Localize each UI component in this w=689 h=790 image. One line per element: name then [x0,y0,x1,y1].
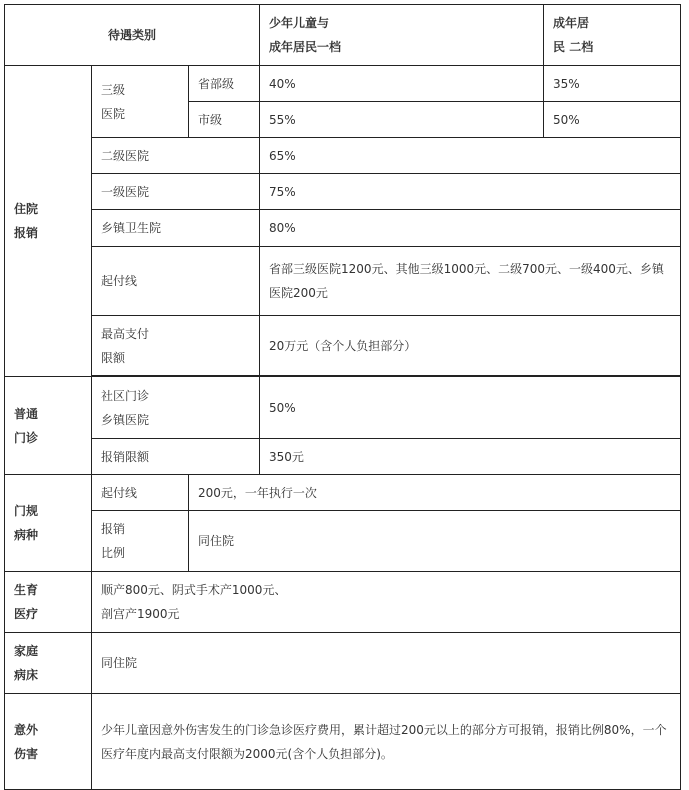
outpatient-limit-label: 报销限额 [92,439,260,475]
benefits-table [4,4,681,790]
township-clinic-label: 乡镇卫生院 [92,210,260,247]
clinic-label: 社区门诊 乡镇医院 [92,377,260,439]
chronic-ratio-value: 同住院 [189,511,681,572]
table-row [5,174,681,210]
header-tier-two: 成年居 民 二档 [544,5,681,66]
inpatient-deductible-label: 起付线 [92,247,260,316]
table-row [5,511,681,572]
provincial-rate-tier2: 35% [544,66,681,102]
table-row [5,633,681,694]
header-row [5,5,681,66]
section-outpatient: 普通 门诊 [5,377,92,475]
table-row [5,316,681,376]
municipal-rate-tier1: 55% [260,102,544,138]
provincial-label: 省部级 [189,66,260,102]
tier1-hospital-label: 一级医院 [92,174,260,210]
tier1-hospital-rate: 75% [260,174,681,210]
accident-value: 少年儿童因意外伤害发生的门诊急诊医疗费用，累计超过200元以上的部分方可报销，报销比例80%，一个医疗年度内最高支付限额为2000元(含个人负担部分)。 [92,694,681,790]
table-row [5,377,681,439]
header-tier-one: 少年儿童与 成年居民一档 [260,5,544,66]
inpatient-deductible-value: 省部三级医院1200元、其他三级1000元、二级700元、一级400元、乡镇医院200元 [260,247,681,316]
township-clinic-rate: 80% [260,210,681,247]
municipal-rate-tier2: 50% [544,102,681,138]
tier3-hospital-label: 三级 医院 [92,66,189,138]
table-row [5,572,681,633]
municipal-label: 市级 [189,102,260,138]
home-bed-value: 同住院 [92,633,681,694]
section-maternity: 生育 医疗 [5,572,92,633]
maternity-value: 顺产800元、阴式手术产1000元、 剖宫产1900元 [92,572,681,633]
table-row [5,66,681,102]
table-row [5,694,681,790]
tier2-hospital-label: 二级医院 [92,138,260,174]
section-home-bed: 家庭 病床 [5,633,92,694]
outpatient-limit-value: 350元 [260,439,681,475]
table-row [5,247,681,316]
table-row [5,475,681,511]
table-row [5,138,681,174]
section-inpatient: 住院 报销 [5,66,92,377]
table-row [5,439,681,475]
section-chronic: 门规 病种 [5,475,92,572]
table-row [5,210,681,247]
provincial-rate-tier1: 40% [260,66,544,102]
chronic-ratio-label: 报销 比例 [92,511,189,572]
chronic-deductible-label: 起付线 [92,475,189,511]
tier2-hospital-rate: 65% [260,138,681,174]
chronic-deductible-value: 200元，一年执行一次 [189,475,681,511]
max-payment-value: 20万元（含个人负担部分） [260,316,681,376]
header-category: 待遇类别 [5,5,260,66]
clinic-rate: 50% [260,377,681,439]
section-accident: 意外 伤害 [5,694,92,790]
max-payment-label: 最高支付 限额 [92,316,260,376]
